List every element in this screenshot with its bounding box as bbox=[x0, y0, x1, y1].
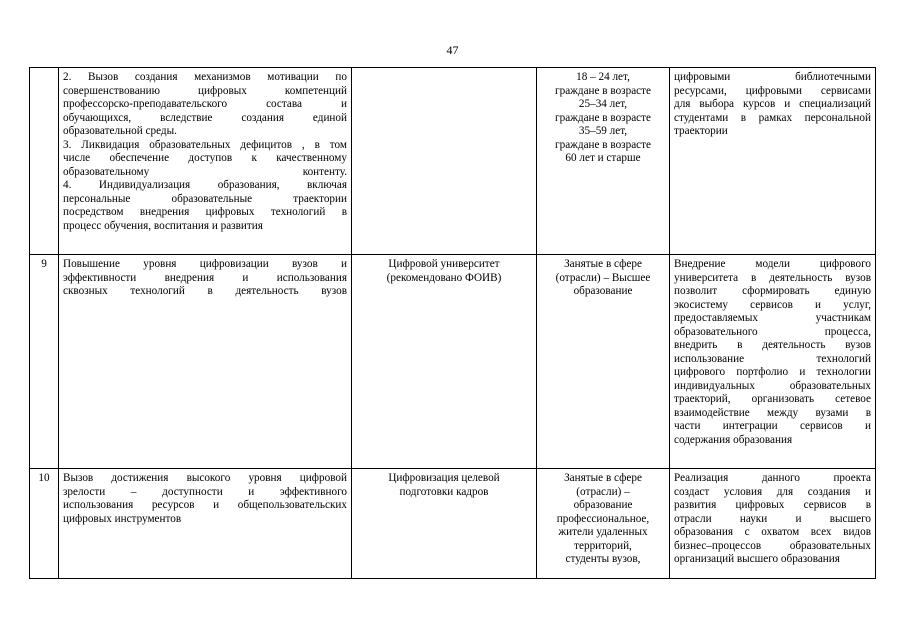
text-line: университета в деятельность вузов bbox=[674, 271, 871, 284]
audience-cell bbox=[537, 469, 670, 579]
text-line: подготовки кадров bbox=[399, 485, 489, 498]
project-cell bbox=[352, 68, 537, 255]
challenge-cell bbox=[59, 255, 352, 469]
text-line: позволит сформировать единую bbox=[674, 285, 871, 297]
text-line: 4. Индивидуализация образования, включая bbox=[63, 179, 347, 191]
text-line: образование bbox=[573, 285, 633, 297]
text-line: 25–34 лет, bbox=[578, 98, 628, 110]
row-number: 10 bbox=[30, 469, 59, 579]
text-line: эффективности внедрения и использования bbox=[63, 271, 347, 284]
text-line: студенты вузов, bbox=[565, 553, 641, 565]
challenge-cell bbox=[59, 469, 352, 579]
audience-cell bbox=[537, 255, 670, 469]
text-line: цифрового портфолио и технологии bbox=[674, 366, 871, 378]
text-line: Реализация данного проекта bbox=[674, 472, 871, 484]
text-line: Цифровизация целевой bbox=[388, 472, 500, 484]
text-line: 35–59 лет, bbox=[578, 125, 628, 137]
text-line: территорий, bbox=[574, 539, 632, 552]
text-line: экосистему сервисов и услуг, bbox=[674, 298, 871, 311]
challenge-cell bbox=[59, 68, 352, 255]
text-line: Занятые в сфере bbox=[564, 258, 642, 270]
text-line: числе обеспечение доступов к качественному bbox=[63, 152, 347, 164]
table-row bbox=[30, 68, 876, 255]
text-line: ресурсами, цифровыми сервисами bbox=[674, 84, 871, 97]
text-line: (отрасли) – bbox=[576, 485, 630, 498]
text-line: траектории bbox=[674, 125, 728, 137]
text-line: Цифровой университет bbox=[388, 258, 500, 270]
text-line: использования ресурсов и общепользовательских bbox=[63, 499, 347, 511]
text-line: предоставляемых участникам bbox=[674, 312, 871, 324]
text-line: граждане в возрасте bbox=[555, 111, 651, 124]
text-line: развития цифровых сервисов в bbox=[674, 499, 871, 511]
project-cell bbox=[352, 255, 537, 469]
text-line: для выбора курсов и специализаций bbox=[674, 98, 871, 110]
text-line: граждане в возрасте bbox=[555, 84, 651, 97]
text-line: образования с охватом всех видов bbox=[674, 526, 871, 538]
text-line: процесс обучения, воспитания и развития bbox=[63, 219, 263, 232]
row-number: 9 bbox=[30, 255, 59, 469]
table-row bbox=[30, 469, 876, 579]
text-line: взаимодействие между вузами в bbox=[674, 406, 871, 419]
text-line: индивидуальных образовательных bbox=[674, 379, 871, 392]
text-line: зрелости – доступности и эффективного bbox=[63, 485, 347, 498]
table-row bbox=[30, 255, 876, 469]
row-number bbox=[30, 68, 59, 255]
text-line: Вызов достижения высокого уровня цифровой bbox=[63, 472, 347, 484]
initiatives-table bbox=[29, 67, 876, 579]
text-line: создаст условия для создания и bbox=[674, 485, 871, 498]
project-cell bbox=[352, 469, 537, 579]
text-line: персональные образовательные траектории bbox=[63, 192, 347, 205]
text-line: сквозных технологий в деятельность вузов bbox=[63, 285, 347, 297]
text-line: бизнес–процессов образовательных bbox=[674, 539, 871, 552]
effect-cell bbox=[670, 469, 876, 579]
text-line: образование bbox=[573, 499, 633, 511]
text-line: образовательной среды. bbox=[63, 125, 177, 137]
text-line: траекторий, организовать сетевое bbox=[674, 393, 871, 405]
text-line: отрасли науки и высшего bbox=[674, 512, 871, 525]
text-line: образовательному контенту. bbox=[63, 165, 347, 178]
text-line: образовательного процесса, bbox=[674, 325, 871, 338]
text-line: (рекомендовано ФОИВ) bbox=[386, 271, 502, 284]
text-line: Занятые в сфере bbox=[564, 472, 642, 484]
text-line: использование технологий bbox=[674, 352, 871, 365]
text-line: совершенствованию цифровых компетенций bbox=[63, 84, 347, 97]
text-line: Внедрение модели цифрового bbox=[674, 258, 871, 270]
text-line: граждане в возрасте bbox=[555, 138, 651, 151]
text-line: цифровыми библиотечными bbox=[674, 71, 871, 83]
text-line: (отрасли) – Высшее bbox=[555, 271, 651, 284]
text-line: 18 – 24 лет, bbox=[576, 71, 630, 83]
text-line: содержания образования bbox=[674, 433, 793, 446]
text-line: посредством внедрения цифровых технологий в bbox=[63, 206, 347, 218]
effect-cell bbox=[670, 255, 876, 469]
text-line: внедрить в деятельность вузов bbox=[674, 339, 871, 351]
text-line: профессорско-преподавательского состава и bbox=[63, 98, 347, 110]
text-line: жители удаленных bbox=[558, 526, 648, 538]
page-number: 47 bbox=[446, 43, 459, 57]
text-line: 60 лет и старше bbox=[565, 152, 641, 164]
text-line: профессиональное, bbox=[556, 512, 650, 525]
effect-cell bbox=[670, 68, 876, 255]
text-line: цифровых инструментов bbox=[63, 512, 182, 525]
text-line: 3. Ликвидация образовательных дефицитов , в том bbox=[63, 138, 347, 151]
text-line: обучающихся, вследствие создания единой bbox=[63, 111, 347, 124]
text-line: части интеграции сервисов и bbox=[674, 420, 871, 432]
text-line: студентами в рамках персональной bbox=[674, 111, 871, 124]
text-line: организаций высшего образования bbox=[674, 553, 840, 565]
audience-cell bbox=[537, 68, 670, 255]
text-line: Повышение уровня цифровизации вузов и bbox=[63, 258, 347, 270]
text-line: 2. Вызов создания механизмов мотивации по bbox=[63, 71, 347, 83]
